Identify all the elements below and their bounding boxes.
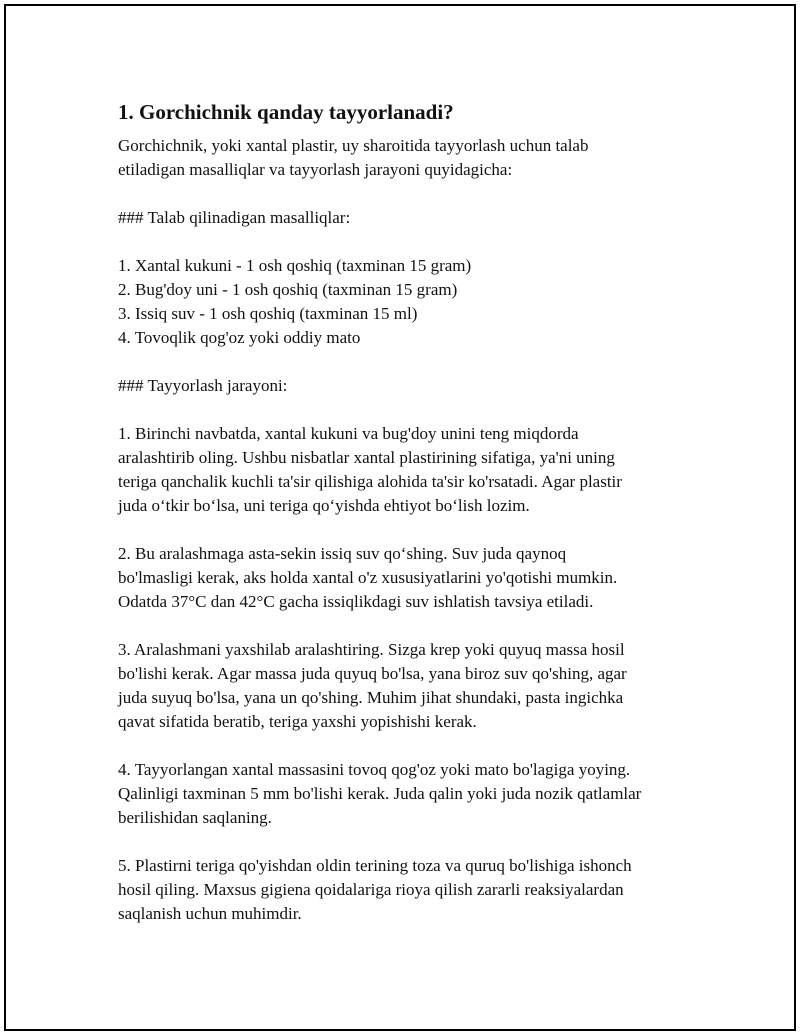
document-content [118,98,708,950]
ingredients-list [118,254,708,350]
step-paragraph: 2. Bu aralashmaga asta-sekin issiq suv qo‘shing. Suv juda qaynoq bo'lmasligi kerak, aks holda xantal o'z xususiyatlarini yo'qotishi mumkin. Odatda 37°C dan 42°C gacha issiqlikdagi suv ishlatish tavsiya etiladi. [118,544,618,611]
ingredient-item: 4. Tovoqlik qog'oz yoki oddiy mato [118,328,361,347]
step-paragraph: 3. Aralashmani yaxshilab aralashtiring. Sizga krep yoki quyuq massa hosil bo'lishi kerak. Agar massa juda quyuq bo'lsa, yana biroz suv qo'shing, agar juda suyuq bo'lsa, yana un qo'shing. Muhim jihat shundaki, pasta ingichka qavat sifatida beratib, teriga yaxshi yopishishi kerak. [118,640,627,731]
process-heading: ### Tayyorlash jarayoni: [118,376,288,395]
ingredient-item: 2. Bug'doy uni - 1 osh qoshiq (taxminan 15 gram) [118,280,458,299]
intro-paragraph: Gorchichnik, yoki xantal plastir, uy sharoitida tayyorlash uchun talab etiladigan masalliqlar va tayyorlash jarayoni quyidagicha: [118,136,589,179]
step-paragraph: 4. Tayyorlangan xantal massasini tovoq qog'oz yoki mato bo'lagiga yoying. Qalinligi taxminan 5 mm bo'lishi kerak. Juda qalin yoki juda nozik qatlamlar berilishidan saqlaning. [118,760,642,827]
step-paragraph: 1. Birinchi navbatda, xantal kukuni va bug'doy unini teng miqdorda aralashtirib oling. Ushbu nisbatlar xantal plastirining sifatiga, ya'ni uning teriga qanchalik kuchli ta'sir qilishiga alohida ta'sir ko'rsatadi. Agar plastir juda o‘tkir bo‘lsa, uni teriga qo‘yishda ehtiyot bo‘lish lozim. [118,424,622,515]
step-paragraph: 5. Plastirni teriga qo'yishdan oldin terining toza va quruq bo'lishiga ishonch hosil qiling. Maxsus gigiena qoidalariga rioya qilish zararli reaksiyalardan saqlanish uchun muhimdir. [118,856,632,923]
document-title: 1. Gorchichnik qanday tayyorlanadi? [118,100,454,124]
ingredients-heading: ### Talab qilinadigan masalliqlar: [118,208,351,227]
ingredient-item: 3. Issiq suv - 1 osh qoshiq (taxminan 15 ml) [118,304,418,323]
page-frame [4,4,796,1031]
ingredient-item: 1. Xantal kukuni - 1 osh qoshiq (taxminan 15 gram) [118,256,472,275]
